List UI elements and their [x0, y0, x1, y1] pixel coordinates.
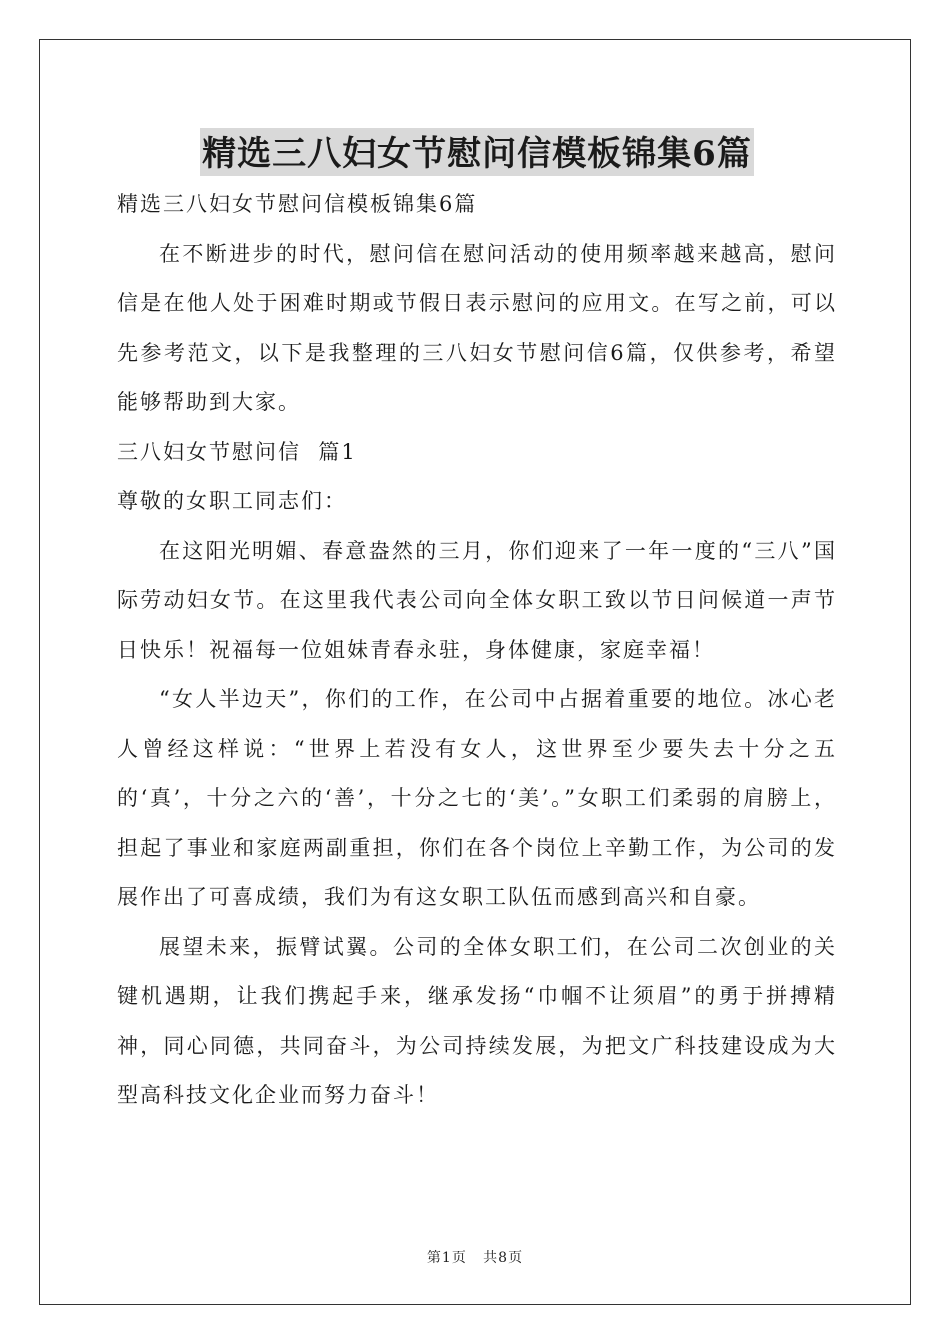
- page-footer: [0, 1247, 950, 1267]
- body-paragraph: 在这阳光明媚、春意盎然的三月，你们迎来了一年一度的“三八”国际劳动妇女节。在这里我代表公司向全体女职工致以节日问候道一声节日快乐！祝福每一位姐妹青春永驻，身体健康，家庭幸福！: [117, 538, 837, 662]
- document-body: [117, 120, 837, 1121]
- page-number: 第1页 共8页: [426, 1250, 524, 1266]
- body-paragraph: 展望未来，振臂试翼。公司的全体女职工们，在公司二次创业的关键机遇期，让我们携起手来，继承发扬“巾帼不让须眉”的勇于拼搏精神，同心同德，共同奋斗，为公司持续发展，为把文广科技建设成为大型高科技文化企业而努力奋斗！: [117, 934, 837, 1107]
- section-heading: 三八妇女节慰问信 篇1: [117, 439, 357, 464]
- document-title: 精选三八妇女节慰问信模板锦集6篇: [200, 128, 754, 176]
- salutation: 尊敬的女职工同志们：: [117, 489, 347, 513]
- body-paragraph: “女人半边天”，你们的工作，在公司中占据着重要的地位。冰心老人曾经这样说：“世界上若没有女人，这世界至少要失去十分之五的‘真’，十分之六的‘善’，十分之七的‘美’。”女职工们柔弱的肩膀上，担起了事业和家庭两副重担，你们在各个岗位上辛勤工作，为公司的发展作出了可喜成绩，我们为有这女职工队伍而感到高兴和自豪。: [117, 687, 837, 909]
- document-subtitle: 精选三八妇女节慰问信模板锦集6篇: [117, 192, 478, 216]
- title-container: [117, 120, 837, 180]
- intro-paragraph: 在不断进步的时代，慰问信在慰问活动的使用频率越来越高，慰问信是在他人处于困难时期或节假日表示慰问的应用文。在写之前，可以先参考范文，以下是我整理的三八妇女节慰问信6篇，仅供参考，希望能够帮助到大家。: [117, 241, 837, 414]
